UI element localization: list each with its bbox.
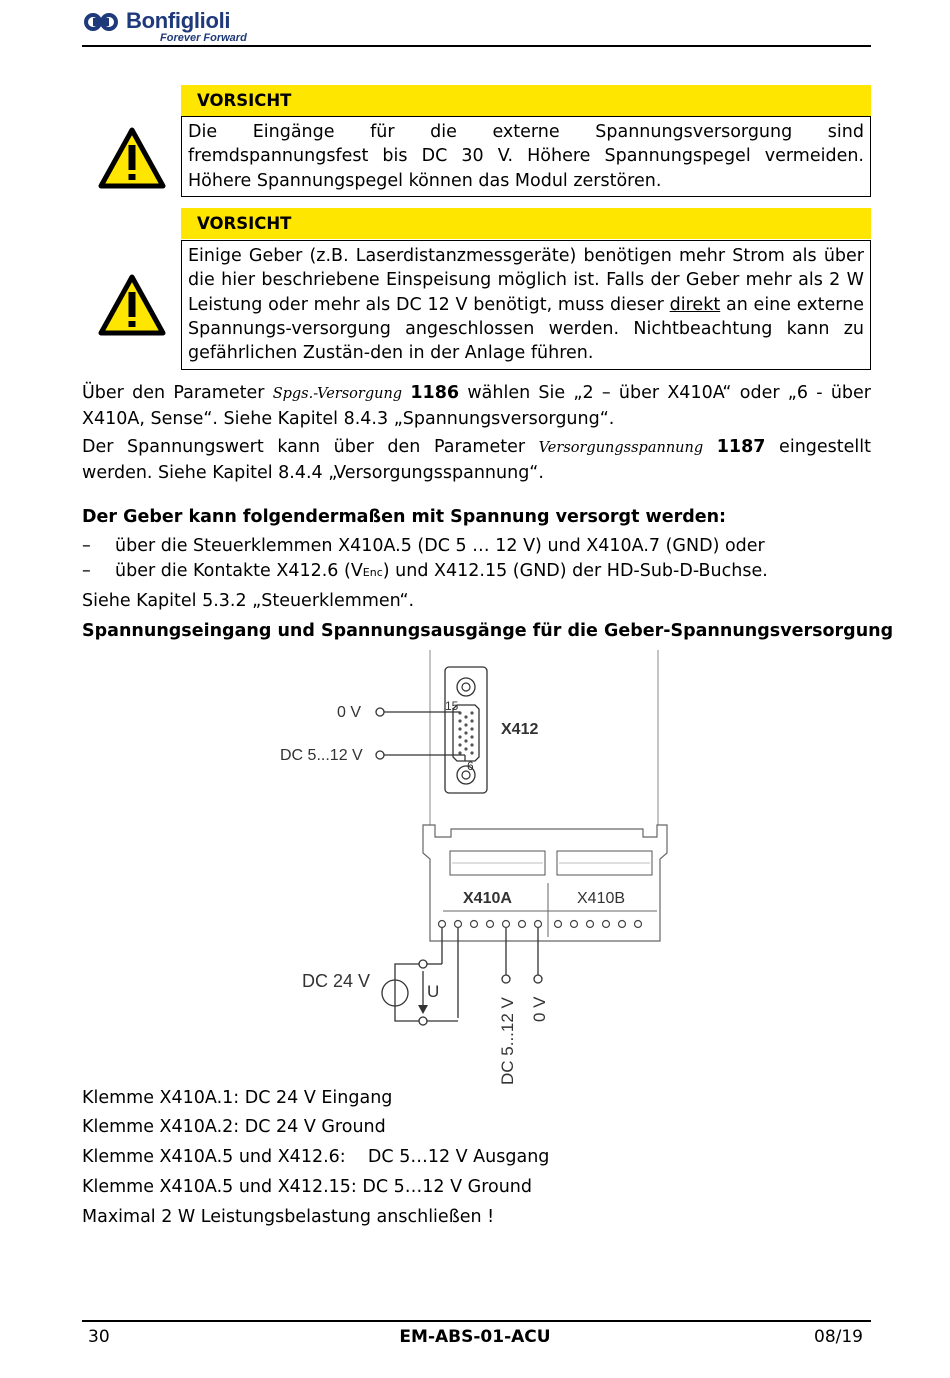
brand-tagline: Forever Forward xyxy=(160,32,247,44)
brand-logo xyxy=(82,8,252,46)
parameter-paragraph: Über den Parameter Spgs.-Versorgung 1186 wählen Sie „2 – über X410A“ oder „6 - über X410A, Sense“. Siehe Kapitel 8.4.3 „Spannungsversorgung“. xyxy=(82,383,871,429)
dc-24v-label: DC 24 V xyxy=(302,971,371,991)
x410b-label: X410B xyxy=(577,890,626,907)
warning-heading: VORSICHT xyxy=(181,208,871,239)
section-heading: Der Geber kann folgendermaßen mit Spannung versorgt werden: xyxy=(82,507,727,527)
parameter-number: 1186 xyxy=(410,383,460,403)
wiring-diagram xyxy=(275,645,695,1085)
parameter-paragraph: Der Spannungswert kann über den Parameter Versorgungsspannung 1187 eingestellt werden. Siehe Kapitel 8.4.4 „Versorgungsspannung“. xyxy=(82,437,871,483)
brand-name: Bonfiglioli xyxy=(126,8,231,33)
x412-connector xyxy=(445,667,487,793)
load-note: Maximal 2 W Leistungsbelastung anschließen ! xyxy=(82,1207,495,1227)
list-item: – über die Steuerklemmen X410A.5 (DC 5 … 12 V) und X410A.7 (GND) oder xyxy=(82,536,765,556)
pin-6-label: 6 xyxy=(467,759,474,773)
chapter-reference: Siehe Kapitel 5.3.2 „Steuerklemmen“. xyxy=(82,591,415,611)
voltage-u-label: U xyxy=(427,982,440,1001)
list-item: – über die Kontakte X412.6 (VEnc) und X412.15 (GND) der HD-Sub-D-Buchse. xyxy=(82,561,768,581)
warning-heading: VORSICHT xyxy=(181,85,871,116)
zero-volt-bottom-label: 0 V xyxy=(530,996,549,1022)
warning-text: Die Eingänge für die externe Spannungsversorgung sind fremdspannungsfest bis DC 30 V. Höhere Spannungspegel vermeiden. Höhere Spannungspegel können das Modul zerstören. xyxy=(181,116,871,197)
x412-label: X412 xyxy=(501,721,539,738)
parameter-number: 1187 xyxy=(716,437,766,457)
pin-15-label: 15 xyxy=(445,699,459,713)
terminal-description: Klemme X410A.1: DC 24 V Eingang xyxy=(82,1088,393,1108)
parameter-name: Versorgungsspannung xyxy=(538,440,704,456)
footer-rule xyxy=(82,1320,871,1322)
x410a-label: X410A xyxy=(463,890,512,907)
figure-heading: Spannungseingang und Spannungsausgänge für die Geber-Spannungsversorgung xyxy=(82,621,894,641)
emphasis-underlined: direkt xyxy=(669,294,721,315)
header-rule xyxy=(82,45,871,47)
terminal-description: Klemme X410A.5 und X412.15: DC 5…12 V Ground xyxy=(82,1177,533,1197)
warning-triangle-icon xyxy=(98,274,166,336)
document-date: 08/19 xyxy=(814,1327,863,1347)
zero-volt-top-label: 0 V xyxy=(337,704,362,721)
parameter-name: Spgs.-Versorgung xyxy=(272,386,403,402)
terminal-description: Klemme X410A.2: DC 24 V Ground xyxy=(82,1117,386,1137)
dc-5-12-top-label: DC 5...12 V xyxy=(280,747,363,764)
document-id: EM-ABS-01-ACU xyxy=(399,1327,551,1347)
warning-text: Einige Geber (z.B. Laserdistanzmessgeräte) benötigen mehr Strom als über die hier beschriebene Einspeisung möglich ist. Falls der Geber mehr als 2 W Leistung oder mehr als DC 12 V benötigt, muss dieser direkt an eine externe Spannungs-versorgung angeschlossen werden. Nichtbeachtung kann zu gefährlichen Zustän-den in der Anlage führen. xyxy=(181,240,871,370)
warning-triangle-icon xyxy=(98,127,166,189)
dc-5-12-bottom-label: DC 5...12 V xyxy=(498,997,517,1085)
page-number: 30 xyxy=(88,1327,110,1347)
terminal-description: Klemme X410A.5 und X412.6: DC 5…12 V Ausgang xyxy=(82,1147,550,1167)
